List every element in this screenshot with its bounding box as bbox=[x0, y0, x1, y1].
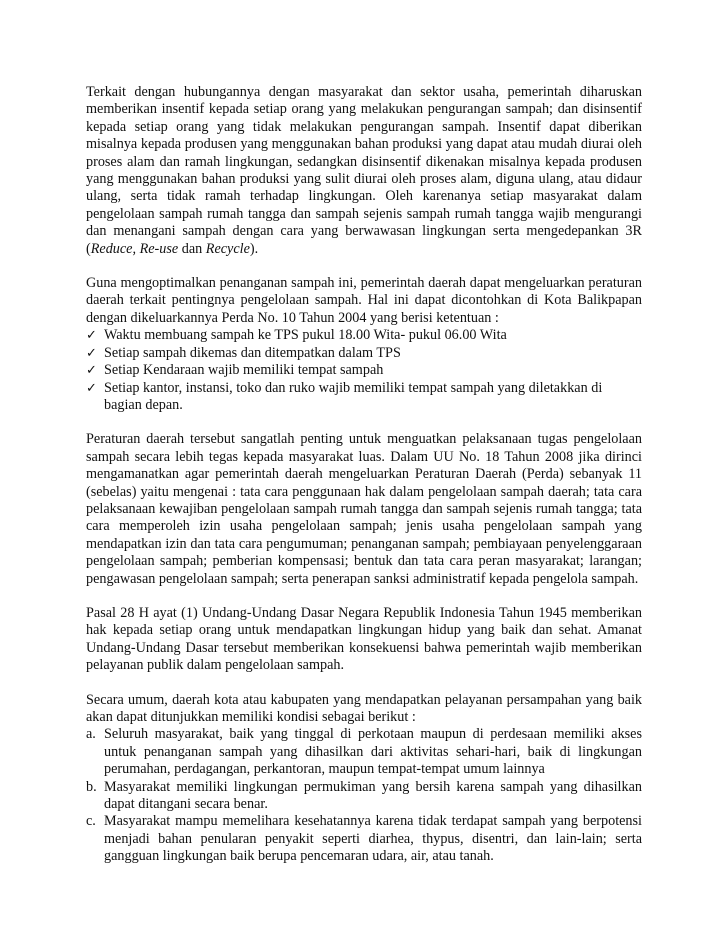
list-item: c. Masyarakat mampu memelihara kesehatannya karena tidak terdapat sampah yang berpotensi menjadi bahan penularan penyakit seperti diarhea, thypus, disentri, dan lain-lain; serta gangguan lingkungan baik berupa pencemaran udara, air, atau tanah. bbox=[86, 813, 642, 865]
list-item: ✓ Setiap Kendaraan wajib memiliki tempat sampah bbox=[86, 362, 384, 379]
checkmark-icon: ✓ bbox=[86, 345, 97, 361]
checkmark-icon: ✓ bbox=[86, 380, 97, 396]
paragraph-perda: Guna mengoptimalkan penanganan sampah ini, pemerintah daerah dapat mengeluarkan peraturan daerah terkait pentingnya pengelolaan sampah. Hal ini dapat dicontohkan di Kota Balikpapan dengan dikeluarkannya Perda No. 10 Tahun 2004 yang berisi ketentuan : bbox=[86, 275, 642, 326]
paragraph-pasal-28h: Pasal 28 H ayat (1) Undang-Undang Dasar Negara Republik Indonesia Tahun 1945 memberikan hak kepada setiap orang untuk mendapatkan lingkungan hidup yang baik dan sehat. Amanat Undang-Undang Dasar tersebut memberikan konsekuensi bahwa pemerintah wajib memberikan pelayanan publik dalam pengelolaan sampah. bbox=[86, 604, 642, 674]
list-item: a. Seluruh masyarakat, baik yang tinggal di perkotaan maupun di perdesaan memiliki akses untuk penanganan sampah yang dihasilkan dari aktivitas sehari-hari, baik di lingkungan perumahan, perdagangan, perkantoran, maupun tempat-tempat umum lainnya bbox=[86, 726, 642, 778]
checkmark-icon: ✓ bbox=[86, 363, 97, 379]
paragraph-kondisi: Secara umum, daerah kota atau kabupaten yang mendapatkan pelayanan persampahan yang baik akan dapat ditunjukkan memiliki kondisi sebagai berikut : bbox=[86, 691, 642, 725]
list-item: ✓ Setiap kantor, instansi, toko dan ruko wajib memiliki tempat sampah yang diletakkan di bagian depan. bbox=[86, 379, 603, 413]
emphasis-recycle: Recycle bbox=[205, 240, 250, 257]
paragraph-insentif: Terkait dengan hubungannya dengan masyarakat dan sektor usaha, pemerintah diharuskan memberikan insentif kepada setiap orang yang melakukan pengurangan sampah; dan disinsentif kepada setiap orang yang tidak melakukan pengurangan sampah. Insentif dapat diberikan misalnya kepada produsen yang menggunakan bahan produksi yang dapat atau mudah diurai oleh proses alam dan ramah lingkungan, sedangkan disinsentif dikenakan misalnya kepada produsen yang menggunakan bahan produksi yang sulit diurai oleh proses alam, diguna ulang, atau didaur ulang, serta tidak ramah terhadap lingkungan. Oleh karenanya setiap masyarakat dalam pengelolaan sampah rumah tangga dan sampah sejenis sampah rumah tangga wajib mengurangi dan menangani sampah dengan cara yang berwawasan lingkungan serta mengedepankan 3R (Reduce, Re-use dan Recycle). bbox=[86, 84, 642, 257]
paragraph-uu-18: Peraturan daerah tersebut sangatlah penting untuk menguatkan pelaksanaan tugas pengelolaan sampah secara lebih tegas kepada masyarakat luas. Dalam UU No. 18 Tahun 2008 jika dirinci mengamanatkan agar pemerintah daerah mengeluarkan Peraturan Daerah (Perda) sebanyak 11 (sebelas) yaitu mengenai : tata cara penggunaan hak dalam pengelolaan sampah daerah; tata cara pelaksanaan kewajiban pengelolaan sampah rumah tangga dan sampah sejenis rumah tangga; tata cara memperoleh izin usaha pengelolaan sampah; jenis usaha pengelolaan sampah yang mendapatkan izin dan tata cara pengumuman; penanganan sampah; pembiayaan penyelenggaraan pengelolaan sampah; pemberian kompensasi; bentuk dan tata cara peran masyarakat; larangan; pengawasan pengelolaan sampah; serta penerapan sanksi administratif kepada pengelola sampah. bbox=[86, 431, 642, 587]
kondisi-list bbox=[86, 726, 642, 865]
list-item: b. Masyarakat memiliki lingkungan permukiman yang bersih karena sampah yang dihasilkan dapat ditangani secara benar. bbox=[86, 778, 642, 813]
list-item: ✓ Setiap sampah dikemas dan ditempatkan dalam TPS bbox=[86, 344, 401, 361]
checkmark-icon: ✓ bbox=[86, 328, 97, 344]
list-item: ✓ Waktu membuang sampah ke TPS pukul 18.00 Wita- pukul 06.00 Wita bbox=[86, 327, 507, 344]
perda-checklist bbox=[86, 327, 642, 414]
emphasis-reduce-reuse: Reduce, Re-use bbox=[90, 240, 179, 257]
